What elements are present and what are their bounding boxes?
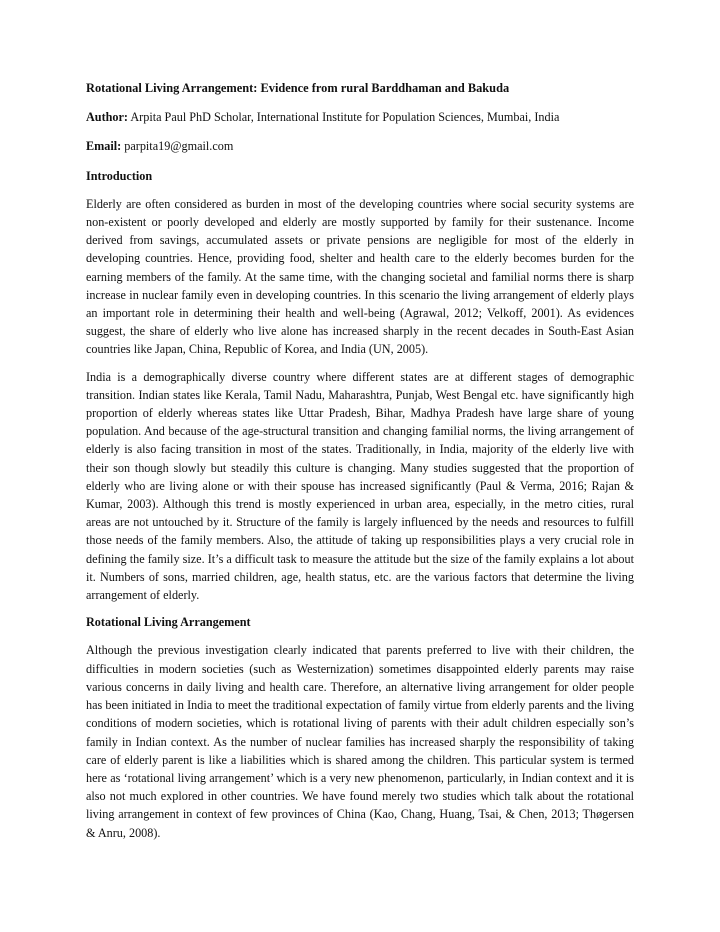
- paragraph: India is a demographically diverse country where different states are at different stages of demographic transition. Indian states like Kerala, Tamil Nadu, Maharashtra, Punjab, West Bengal etc. have significantly high proportion of elderly whereas states like Uttar Pradesh, Bihar, Madhya Pradesh have large share of young population. And because of the age-structural transition and changing familial norms, the living arrangement of elderly is also facing transition in most of the states. Traditionally, in India, majority of the elderly live with their son though slowly but steadily this culture is changing. Many studies suggested that the proportion of elderly who are living alone or with their spouse has increased significantly (Paul & Verma, 2016; Rajan & Kumar, 2003). Although this trend is mostly experienced in urban area, especially, in the metro cities, rural areas are not untouched by it. Structure of the family is largely influenced by the needs and resources to fulfill those needs of the family members. Also, the attitude of taking up responsibilities plays a very crucial role in defining the family size. It’s a difficult task to measure the attitude but the size of the family explains a lot about it. Numbers of sons, married children, age, health status, etc. are the various factors that determine the living arrangement of elderly.: [86, 369, 634, 603]
- paragraph: Although the previous investigation clearly indicated that parents preferred to live with their children, the difficulties in modern societies (such as Westernization) sometimes disappointed elderly parents may raise various concerns in daily living and health care. Therefore, an alternative living arrangement for older people has been initiated in India to meet the traditional expectation of family virtue from elderly parents and the living conditions of modern societies, which is rotational living of parents with their adult children especially son’s family in Indian context. As the number of nuclear families has increased sharply the responsibility of taking care of elderly parent is like a liabilities which is shared among the children. This particular system is termed here as ‘rotational living arrangement’ which is a very new phenomenon, particularly, in Indian context and it is also not much explored in other countries. We have found merely two studies which talk about the rotational living arrangement in context of few provinces of China (Kao, Chang, Huang, Tsai, & Chen, 2013; Thøgersen & Anru, 2008).: [86, 643, 634, 840]
- email-label: Email:: [86, 139, 122, 154]
- section-heading-rotational-living: Rotational Living Arrangement: [86, 615, 251, 630]
- email-line: [86, 137, 634, 155]
- author-value: Arpita Paul PhD Scholar, International Institute for Population Sciences, Mumbai, India: [130, 110, 560, 125]
- author-label: Author:: [86, 110, 128, 125]
- email-value: parpita19@gmail.com: [124, 139, 234, 154]
- paper-title: Rotational Living Arrangement: Evidence from rural Barddhaman and Bakuda: [86, 81, 510, 95]
- section-heading-introduction: Introduction: [86, 168, 153, 183]
- paragraph: Elderly are often considered as burden in most of the developing countries where social security systems are non-existent or poorly developed and elderly are mostly supported by family for their sustenance. Income derived from savings, accumulated assets or private pensions are negligible for most of the elderly in developing countries. Hence, providing food, shelter and health care to the elderly becomes burden for the earning members of the family. At the same time, with the changing societal and familial norms there is sharp increase in nuclear family even in developing countries. In this scenario the living arrangement of elderly plays an important role in determining their health and well-being (Agrawal, 2012; Velkoff, 2001). As evidences suggest, the share of elderly who live alone has increased sharply in the recent decades in South-East Asian countries like Japan, China, Republic of Korea, and India (UN, 2005).: [86, 196, 634, 357]
- document-page: [86, 79, 634, 851]
- author-line: [86, 108, 634, 126]
